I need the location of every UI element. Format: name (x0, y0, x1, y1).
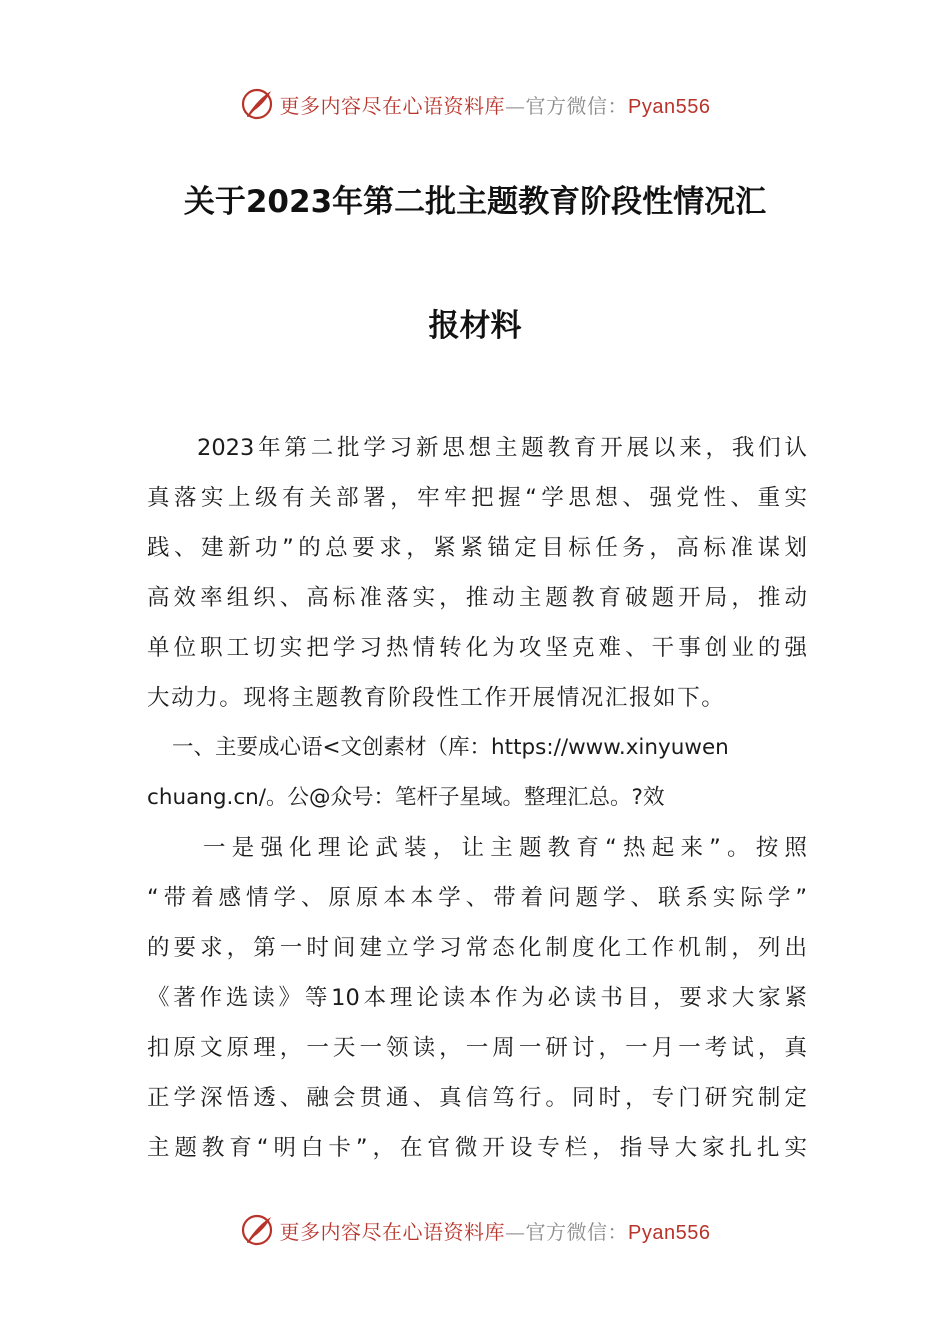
header-banner-text: 更多内容尽在心语资料库—官方微信：Pyan556 (279, 93, 711, 118)
body-line-1: 2023年第二批学习新思想主题教育开展以来，我们认 (197, 435, 807, 461)
footer-banner-text: 更多内容尽在心语资料库—官方微信：Pyan556 (279, 1219, 711, 1244)
body-line-13: 扣原文原理，一天一领读，一周一研讨，一月一考试，真 (147, 1035, 807, 1061)
footer-watermark-banner (0, 1210, 950, 1250)
quill-logo-icon (240, 86, 276, 122)
document-title-line-1: 关于2023年第二批主题教育阶段性情况汇 (183, 184, 767, 220)
body-line-7: 一、主要成心语<文创素材（库：https://www.xinyuwen (172, 735, 729, 760)
body-line-6: 大动力。现将主题教育阶段性工作开展情况汇报如下。 (147, 685, 726, 711)
body-line-4: 高效率组织、高标准落实，推动主题教育破题开局，推动 (147, 585, 807, 611)
body-line-5: 单位职工切实把学习热情转化为攻坚克难、干事创业的强 (147, 635, 807, 661)
body-line-10: “带着感情学、原原本本学、带着问题学、联系实际学” (147, 885, 807, 911)
document-title-line-2: 报材料 (428, 308, 522, 344)
body-line-3: 践、建新功”的总要求，紧紧锚定目标任务，高标准谋划 (147, 535, 807, 561)
body-line-14: 正学深悟透、融会贯通、真信笃行。同时，专门研究制定 (147, 1085, 807, 1111)
header-watermark-banner (0, 84, 950, 124)
body-line-15: 主题教育“明白卡”，在官微开设专栏，指导大家扎扎实 (147, 1135, 807, 1161)
quill-logo-icon (240, 1212, 276, 1248)
body-line-8: chuang.cn/。公@众号：笔杆子星域。整理汇总。?效 (147, 785, 665, 810)
body-line-2: 真落实上级有关部署，牢牢把握“学思想、强党性、重实 (147, 485, 807, 511)
body-line-11: 的要求，第一时间建立学习常态化制度化工作机制，列出 (147, 935, 807, 961)
body-line-9: 一是强化理论武装，让主题教育“热起来”。按照 (203, 835, 807, 861)
body-line-12: 《著作选读》等10本理论读本作为必读书目，要求大家紧 (147, 985, 807, 1011)
